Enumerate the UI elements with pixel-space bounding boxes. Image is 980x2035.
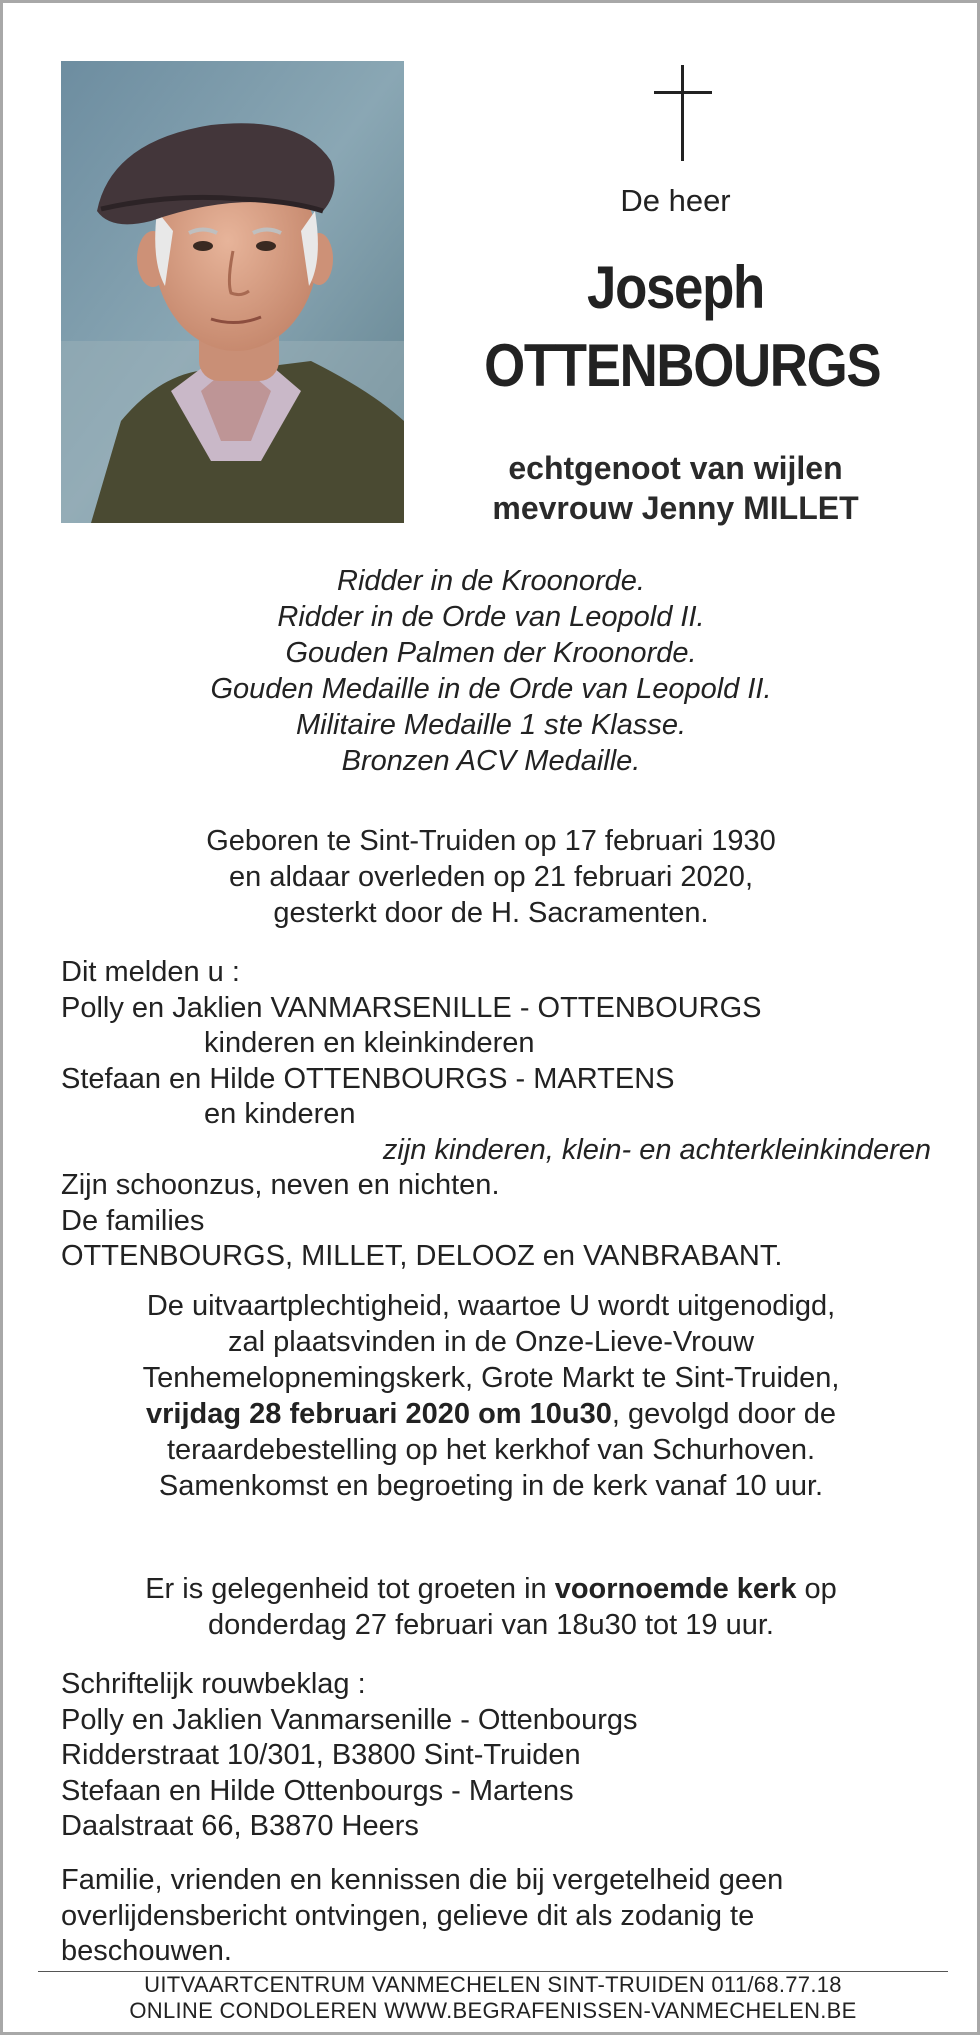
- honor-item: Gouden Medaille in de Orde van Leopold II.: [210, 673, 772, 705]
- online-condolence-line: ONLINE CONDOLEREN WWW.BEGRAFENISSEN-VANMECHELEN.BE: [129, 1998, 857, 2023]
- families-label: De families: [61, 1204, 205, 1237]
- honorific: De heer: [620, 183, 731, 218]
- spouse-info: [458, 448, 893, 528]
- announcement-intro: Dit melden u :: [61, 956, 240, 988]
- first-name: Joseph: [587, 254, 764, 321]
- latin-cross-icon: [654, 65, 712, 161]
- ceremony-line: De uitvaartplechtigheid, waartoe U wordt uitgenodigd,: [146, 1290, 836, 1322]
- condolence-label: Schriftelijk rouwbeklag :: [61, 1668, 366, 1700]
- ceremony-line: zal plaatsvinden in de Onze-Lieve-Vrouw: [227, 1326, 755, 1358]
- visitation-end: op: [796, 1573, 837, 1605]
- condolence-address-line: Ridderstraat 10/301, B3800 Sint-Truiden: [61, 1739, 581, 1771]
- condolence-address-line: Polly en Jaklien Vanmarsenille - Ottenbourgs: [61, 1703, 638, 1736]
- honor-item: Bronzen ACV Medaille.: [341, 745, 641, 777]
- visitation-location: voornoemde kerk: [554, 1573, 797, 1605]
- visitation-line-1: [61, 1571, 921, 1607]
- honor-item: Militaire Medaille 1 ste Klasse.: [295, 709, 687, 741]
- family-1-sub: kinderen en kleinkinderen: [204, 1027, 535, 1059]
- birth-line: Geboren te Sint-Truiden op 17 februari 1930: [206, 825, 776, 857]
- ceremony-line: Tenhemelopnemingskerk, Grote Markt te Sint-Truiden,: [142, 1362, 840, 1394]
- honors-list: [61, 563, 921, 779]
- funeral-ceremony: [61, 1288, 921, 1504]
- visitation-info: [61, 1571, 921, 1643]
- visitation-line-2: donderdag 27 februari van 18u30 tot 19 uur.: [208, 1609, 774, 1641]
- descendants: zijn kinderen, klein- en achterkleinkinderen: [382, 1133, 931, 1166]
- honor-item: Gouden Palmen der Kroonorde.: [285, 637, 697, 669]
- family-2: Stefaan en Hilde OTTENBOURGS - MARTENS: [61, 1062, 675, 1095]
- ceremony-datetime-line: [61, 1396, 921, 1432]
- condolence-addresses: [61, 1667, 921, 1845]
- death-line: en aldaar overleden op 21 februari 2020,: [229, 861, 753, 893]
- family-2-sub: en kinderen: [204, 1098, 356, 1130]
- in-laws: Zijn schoonzus, neven en nichten.: [61, 1169, 500, 1201]
- spouse-line-1: echtgenoot van wijlen: [508, 450, 843, 486]
- footer: [38, 1972, 948, 2024]
- last-name: OTTENBOURGS: [484, 332, 881, 399]
- portrait-photo: [61, 61, 404, 523]
- condolence-address-line: Stefaan en Hilde Ottenbourgs - Martens: [61, 1774, 574, 1807]
- ceremony-datetime-rest: , gevolgd door de: [611, 1398, 836, 1430]
- ceremony-line: teraardebestelling op het kerkhof van Schurhoven.: [166, 1434, 816, 1466]
- announcement: [61, 955, 931, 1275]
- notice-note: Familie, vrienden en kennissen die bij vergetelheid geen overlijdensbericht ontvingen, gelieve dit als zodanig te beschouwen.: [61, 1864, 784, 1967]
- ceremony-line: Samenkomst en begroeting in de kerk vanaf 10 uur.: [158, 1470, 824, 1502]
- ceremony-datetime: vrijdag 28 februari 2020 om 10u30: [146, 1398, 612, 1430]
- families: OTTENBOURGS, MILLET, DELOOZ en VANBRABANT.: [61, 1240, 783, 1272]
- honor-item: Ridder in de Orde van Leopold II.: [277, 601, 705, 633]
- birth-death-info: [61, 823, 921, 931]
- portrait-image: [61, 61, 404, 523]
- honor-item: Ridder in de Kroonorde.: [337, 565, 645, 597]
- visitation-start: Er is gelegenheid tot groeten in: [145, 1573, 555, 1605]
- family-1: Polly en Jaklien VANMARSENILLE - OTTENBOURGS: [61, 991, 762, 1024]
- condolence-address-line: Daalstraat 66, B3870 Heers: [61, 1810, 419, 1842]
- funeral-home-line: UITVAARTCENTRUM VANMECHELEN SINT-TRUIDEN 011/68.77.18: [144, 1972, 842, 1997]
- sacraments-line: gesterkt door de H. Sacramenten.: [273, 897, 709, 929]
- cross-icon: [654, 65, 712, 161]
- spouse-line-2: mevrouw Jenny MILLET: [492, 490, 859, 526]
